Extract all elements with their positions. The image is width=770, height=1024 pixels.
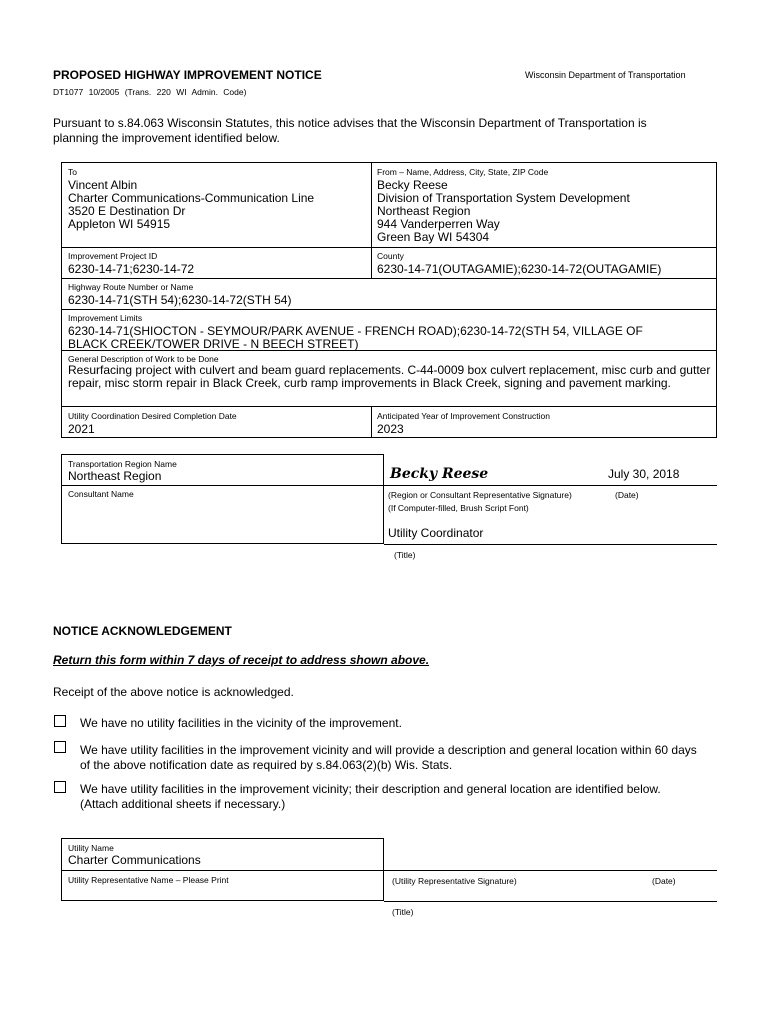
region-label: Transportation Region Name (68, 459, 177, 469)
utility-date-label: Utility Coordination Desired Completion Date (68, 411, 237, 421)
divider (371, 162, 372, 278)
divider (61, 278, 717, 279)
utility-signature-label: (Utility Representative Signature) (392, 876, 517, 886)
intro-paragraph: Pursuant to s.84.063 Wisconsin Statutes, this notice advises that the Wisconsin Department of Transportation is planning the improvement identified below. (53, 116, 647, 145)
option-will-provide-text: We have utility facilities in the improvement vicinity and will provide a description and general location within 60 days of the above notification date as required by s.84.063(2)(b) Wis. Stats. (80, 743, 697, 772)
description-label: General Description of Work to be Done (68, 354, 219, 364)
title-value: Utility Coordinator (388, 526, 484, 540)
option-will-provide-checkbox[interactable] (54, 741, 66, 753)
utility-date-value: 2021 (68, 422, 95, 436)
to-line: Appleton WI 54915 (68, 217, 171, 231)
from-line: Green Bay WI 54304 (377, 230, 490, 244)
signature-label: (Region or Consultant Representative Signature) (388, 490, 572, 500)
signature-date: July 30, 2018 (608, 467, 680, 481)
option-no-facilities-text: We have no utility facilities in the vicinity of the improvement. (80, 716, 402, 730)
ack-return-instruction: Return this form within 7 days of receipt to address shown above. (53, 653, 430, 667)
divider (61, 870, 384, 871)
ack-heading: NOTICE ACKNOWLEDGEMENT (53, 624, 232, 638)
route-label: Highway Route Number or Name (68, 282, 194, 292)
construction-year-label: Anticipated Year of Improvement Construction (377, 411, 550, 421)
from-label: From – Name, Address, City, State, ZIP Code (377, 167, 549, 177)
limits-label: Improvement Limits (68, 313, 143, 323)
divider (61, 406, 717, 407)
project-id-label: Improvement Project ID (68, 251, 158, 261)
utility-date-label: (Date) (652, 876, 676, 886)
utility-title-label: (Title) (392, 907, 414, 917)
route-value: 6230-14-71(STH 54);6230-14-72(STH 54) (68, 293, 292, 307)
divider (61, 247, 717, 248)
option-identified-below-text: We have utility facilities in the improvement vicinity; their description and general location are identified below. (Attach additional sheets if necessary.) (80, 782, 661, 811)
option-identified-below-checkbox[interactable] (54, 781, 66, 793)
to-line: 3520 E Destination Dr (68, 204, 186, 218)
signature-note: (If Computer-filled, Brush Script Font) (388, 503, 529, 513)
signature-line (384, 485, 717, 486)
to-label: To (68, 167, 77, 177)
from-line: Northeast Region (377, 204, 471, 218)
county-label: County (377, 251, 404, 261)
consultant-label: Consultant Name (68, 489, 134, 499)
title-line (384, 544, 717, 545)
utility-name-value: Charter Communications (68, 853, 201, 867)
divider (371, 406, 372, 438)
agency-name: Wisconsin Department of Transportation (525, 70, 686, 80)
county-value: 6230-14-71(OUTAGAMIE);6230-14-72(OUTAGAMIE) (377, 262, 662, 276)
to-line: Charter Communications-Communication Line (68, 191, 315, 205)
utility-name-label: Utility Name (68, 843, 114, 853)
form-number: DT1077 10/2005 (Trans. 220 WI Admin. Code) (53, 87, 247, 97)
from-line: Becky Reese (377, 178, 448, 192)
date-label: (Date) (615, 490, 639, 500)
project-id-value: 6230-14-71;6230-14-72 (68, 262, 195, 276)
utility-rep-label: Utility Representative Name – Please Print (68, 875, 229, 885)
utility-signature-line (384, 870, 717, 871)
to-line: Vincent Albin (68, 178, 138, 192)
title-label: (Title) (394, 550, 416, 560)
from-line: Division of Transportation System Development (377, 191, 630, 205)
divider (61, 485, 384, 486)
signature-value: Becky Reese (390, 466, 489, 482)
divider (61, 309, 717, 310)
form-title: PROPOSED HIGHWAY IMPROVEMENT NOTICE (53, 68, 322, 82)
limits-value: 6230-14-71(SHIOCTON - SEYMOUR/PARK AVENUE - FRENCH ROAD);6230-14-72(STH 54, VILLAGE OF (68, 324, 643, 338)
description-value: Resurfacing project with culvert and beam guard replacements. C-44-0009 box culvert replacement, misc curb and gutter repair, misc storm repair in Black Creek, curb ramp improvements in Black Creek, signing and pavement marking. (68, 363, 711, 390)
from-line: 944 Vanderperren Way (377, 217, 500, 231)
limits-value: BLACK CREEK/TOWER DRIVE - N BEECH STREET) (68, 337, 359, 351)
ack-receipt-text: Receipt of the above notice is acknowledged. (53, 685, 294, 699)
option-no-facilities-checkbox[interactable] (54, 715, 66, 727)
region-value: Northeast Region (68, 469, 162, 483)
construction-year-value: 2023 (377, 422, 404, 436)
utility-title-line (384, 901, 717, 902)
